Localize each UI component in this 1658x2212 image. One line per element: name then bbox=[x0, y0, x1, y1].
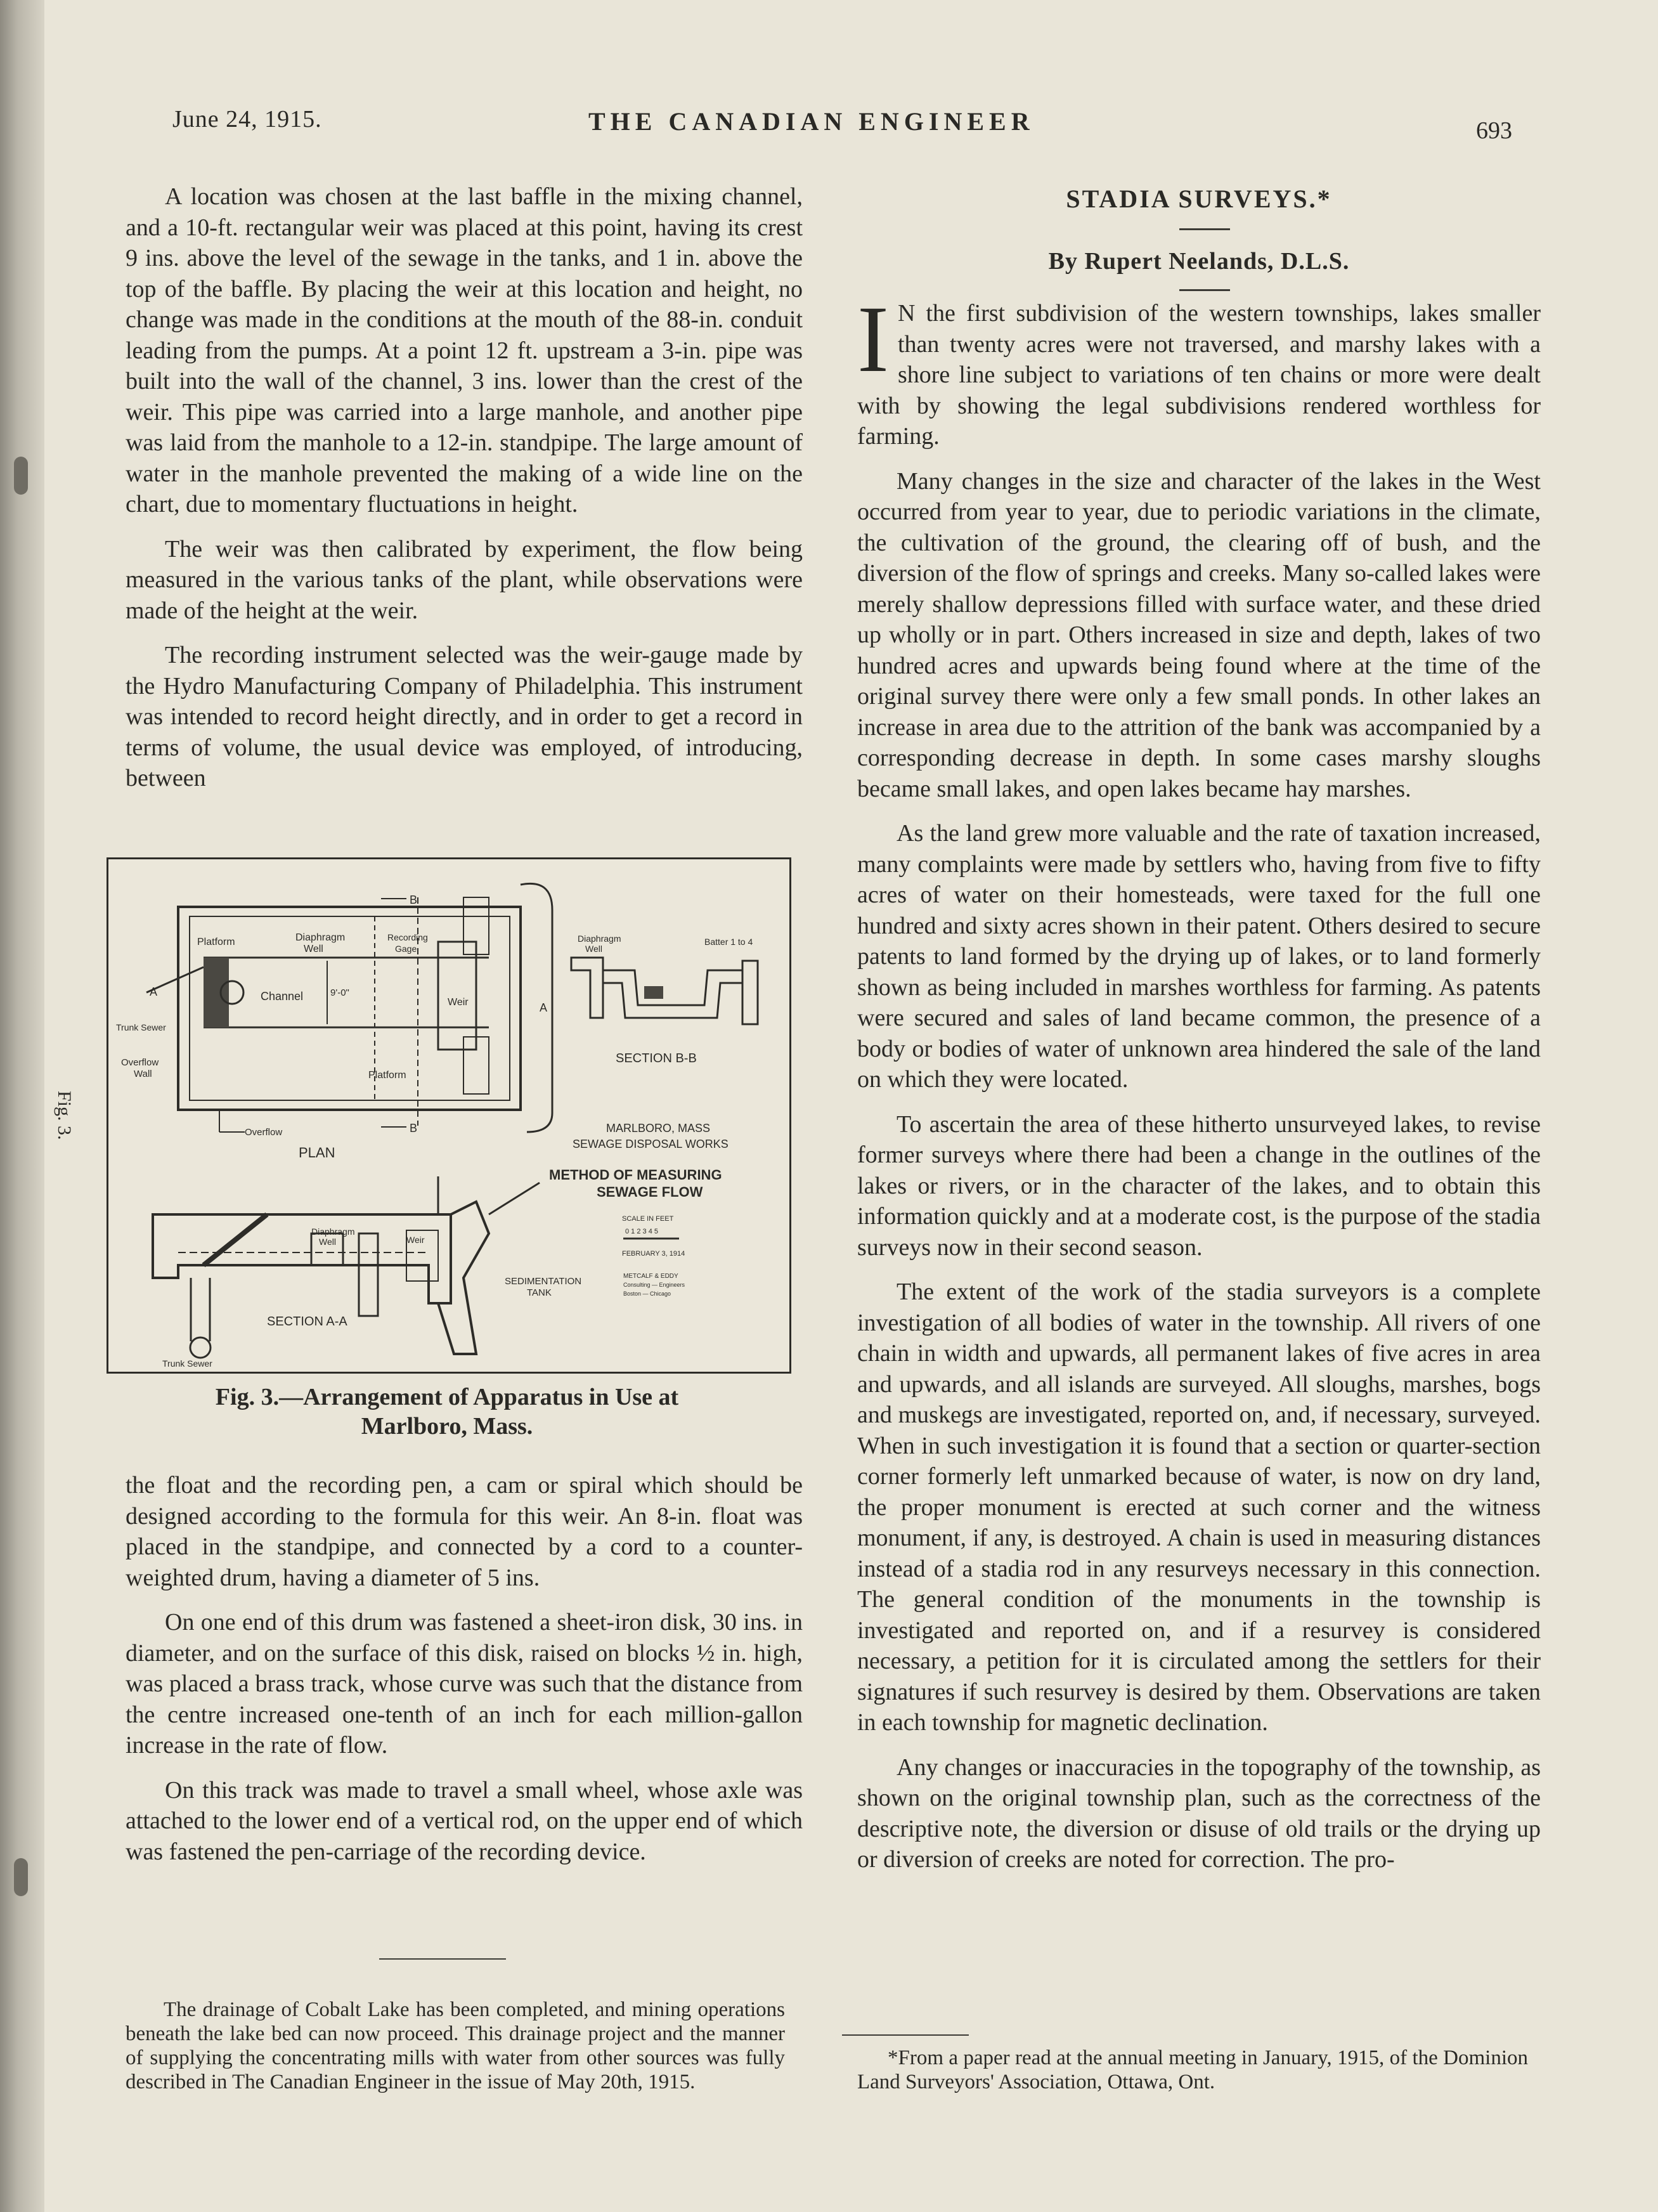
label-well-aa: Well bbox=[319, 1237, 336, 1247]
label-section-bb: SECTION B-B bbox=[616, 1051, 697, 1065]
cobalt-note: The drainage of Cobalt Lake has been completed, and mining operations beneath the lake bed can now proceed. This drainage project and the manner of supplying the concentrating mills with water from other sources was fully described in The Canadian Engineer in the issue of May 20th, 1915. bbox=[126, 1998, 785, 2093]
label-location1: MARLBORO, MASS bbox=[606, 1122, 711, 1135]
label-firm2: Consulting — Engineers bbox=[623, 1282, 685, 1288]
article-byline: By Rupert Neelands, D.L.S. bbox=[1048, 248, 1350, 275]
label-weir-aa: Weir bbox=[406, 1235, 425, 1245]
label-wall: Wall bbox=[134, 1069, 152, 1079]
label-b-bottom: B bbox=[410, 1122, 418, 1135]
label-a-right: A bbox=[540, 1001, 548, 1014]
first-paragraph bbox=[857, 287, 1541, 452]
label-tank: TANK bbox=[527, 1287, 552, 1298]
paragraph: A location was chosen at the last baffle in the mixing channel, and a 10-ft. rectangular weir was placed at this point, having its crest 9 ins. above the level of the sewage in the tanks, and 1 in. above the top of the baffle. By placing the weir at this location and height, no change was made in the conditions at the mouth of the 88-in. conduit leading from the pumps. At a point 12 ft. upstream a 3-in. pipe was built into the wall of the channel, 3 ins. lower than the crest of the weir. This pipe was carried into a large manhole, and another pipe was laid from the manhole to a 12-in. standpipe. The large amount of water in the manhole prevented the making of a wide line on the chart, due to momentary fluctuations in height. bbox=[126, 183, 803, 517]
label-diaphragm-aa: Diaphragm bbox=[311, 1226, 355, 1237]
label-firm3: Boston — Chicago bbox=[623, 1291, 671, 1297]
byline-rule bbox=[1179, 289, 1230, 291]
section-divider bbox=[379, 1958, 506, 1960]
journal-title: THE CANADIAN ENGINEER bbox=[588, 107, 1035, 136]
label-method2: SEWAGE FLOW bbox=[597, 1184, 703, 1200]
binding-ring bbox=[14, 1858, 28, 1896]
plan-view bbox=[116, 883, 552, 1161]
article-body bbox=[857, 287, 1541, 1889]
label-batter: Batter 1 to 4 bbox=[704, 937, 753, 947]
label-dim-9ft: 9'-0" bbox=[330, 987, 349, 998]
label-plan: PLAN bbox=[299, 1145, 335, 1161]
label-b-top: B bbox=[410, 894, 418, 906]
label-date: FEBRUARY 3, 1914 bbox=[622, 1250, 685, 1258]
section-bb bbox=[571, 934, 758, 1065]
paragraph: Many changes in the size and character of the lakes in the West occurred from year to year, due to periodic variations in the climate, the cultivation of the ground, the clearing off of bush, and the diversion of the flow of springs and creeks. Many so-called lakes were merely shallow depressions filled with surface water, and these dried up wholly or in part. Others increased in size and depth, lakes of two hundred acres and upwards being found where at the time of the original survey there were only a few small ponds. In other lakes an increase in area due to the attrition of the bank was accompanied by a corresponding decrease in depth. In some cases marshy sloughs became small lakes, and open lakes became hay marshes. bbox=[857, 467, 1541, 802]
title-rule bbox=[1179, 228, 1230, 230]
label-scale: SCALE IN FEET bbox=[622, 1215, 674, 1223]
label-well-bb: Well bbox=[585, 944, 602, 954]
section-aa bbox=[153, 1176, 581, 1369]
label-weir: Weir bbox=[448, 997, 469, 1008]
title-block bbox=[549, 1122, 729, 1297]
paragraph: The recording instrument selected was the weir-gauge made by the Hydro Manufacturing Company of Philadelphia. This instrument was intended to record height directly, and in order to get a record in terms of volume, the usual device was employed, of introducing, between bbox=[126, 642, 803, 791]
paragraph: the float and the recording pen, a cam or spiral which should be designed according to the formula for this weir. An 8-in. float was placed in the standpipe, and connected by a cord to a counter-weighted drum, having a diameter of 5 ins. bbox=[126, 1472, 803, 1591]
label-section-aa: SECTION A-A bbox=[267, 1315, 347, 1329]
figure-svg bbox=[108, 859, 789, 1372]
drop-cap: I bbox=[857, 287, 889, 392]
label-a-left: A bbox=[150, 986, 158, 998]
paragraph: On one end of this drum was fastened a sheet-iron disk, 30 ins. in diameter, and on the surface of this disk, raised on blocks ½ in. high, was placed a brass track, whose curve was such that the distance from the centre increased one-tenth of an inch for each million-gallon increase in the rate of flow. bbox=[126, 1609, 803, 1759]
first-paragraph-text: N the first subdivision of the western townships, lakes smaller than twenty acres were not traversed, and marshy lakes with a shore line subject to variations of ten chains or more were dealt with by showing the legal subdivisions rendered worthless for farming. bbox=[857, 300, 1541, 450]
figure-diagram bbox=[107, 857, 791, 1374]
label-platform-bottom: Platform bbox=[368, 1070, 406, 1081]
paragraph: Any changes or inaccuracies in the topography of the township, as shown on the original township plan, such as the correctness of the descriptive note, the diversion or disuse of old trails or the drying up or diversion of creeks are noted for correction. The pro- bbox=[857, 1753, 1541, 1873]
label-diaphragm: Diaphragm bbox=[295, 932, 346, 943]
page-number: 693 bbox=[1476, 117, 1512, 144]
footnote: *From a paper read at the annual meeting in January, 1915, of the Dominion Land Surveyors' Association, Ottawa, Ont. bbox=[857, 2046, 1528, 2093]
header-date: June 24, 1915. bbox=[172, 106, 322, 133]
label-trunk-sewer-aa: Trunk Sewer bbox=[162, 1358, 212, 1369]
label-sedimentation: SEDIMENTATION bbox=[505, 1276, 582, 1287]
label-channel: Channel bbox=[261, 990, 304, 1003]
paragraph: The weir was then calibrated by experiment, the flow being measured in the various tanks of the plant, while observations were made of the height at the weir. bbox=[126, 535, 803, 624]
label-well: Well bbox=[304, 944, 323, 954]
label-platform-top: Platform bbox=[197, 937, 235, 947]
label-overflow-wall: Overflow bbox=[121, 1057, 159, 1068]
paragraph: As the land grew more valuable and the rate of taxation increased, many complaints were made by settlers who, having from five to fifty acres of water on their homesteads, were taxed for the full one hundred and sixty acres shown in their patent. Others desired to secure patents to land formed by the drying up of lakes, or to land formerly shown as being included in marshes worthless for farming. As patents were secured and sales of land became common, the presence of a body or bodies of water of unknown area hindered the sale of the land on which they were located. bbox=[857, 820, 1541, 1093]
label-overflow: Overflow bbox=[245, 1127, 283, 1138]
binding-ring bbox=[14, 457, 28, 495]
left-column-bottom bbox=[126, 1470, 803, 1881]
paragraph: To ascertain the area of these hitherto unsurveyed lakes, to revise former surveys where there had been a change in the outlines of the lakes or rivers, or in the character of the lakes, and to obtain this information quickly and at a moderate cost, is the purpose of the stadia surveys now in their second season. bbox=[857, 1110, 1541, 1261]
label-scale-nums: 0 1 2 3 4 5 bbox=[625, 1228, 658, 1235]
label-method1: METHOD OF MEASURING bbox=[549, 1167, 722, 1183]
article-title: STADIA SURVEYS.* bbox=[1066, 185, 1332, 213]
figure-caption bbox=[107, 1382, 787, 1441]
label-trunk-sewer-plan: Trunk Sewer bbox=[116, 1022, 166, 1032]
figure-caption-line: Marlboro, Mass. bbox=[361, 1413, 533, 1440]
figure-side-label: Fig. 3. bbox=[54, 1091, 75, 1140]
left-column-top bbox=[126, 181, 803, 808]
label-gage: Gage bbox=[395, 944, 417, 954]
label-recording: Recording bbox=[387, 932, 428, 942]
paragraph: The extent of the work of the stadia surveyors is a complete investigation of all bodies of water in the township. All rivers of one chain in width and upwards, all permanent lakes of five acres in area and upwards, and all islands are surveyed. All sloughs, marshes, bogs and muskegs are investigated, reported on, and, if necessary, surveyed. When in such investigation it is found that a section or quarter-section corner formerly left unmarked because of water, is now on dry land, the proper monument is erected at such corner and the witness monument, if any, is destroyed. A chain is used in measuring distances instead of a stadia rod in any resurveys necessary in this connection. The general condition of the monuments in the township is investigated and reported on, and if a resurvey is considered necessary, a petition for it is circulated among the settlers for their signatures if such resurvey is desired by them. Observations are taken in each township for magnetic declination. bbox=[857, 1278, 1541, 1736]
paragraph: On this track was made to travel a small wheel, whose axle was attached to the lower end of a vertical rod, on the upper end of which was fastened the pen-carriage of the recording device. bbox=[126, 1776, 803, 1865]
label-location2: SEWAGE DISPOSAL WORKS bbox=[573, 1138, 729, 1150]
footnote-divider bbox=[842, 2034, 969, 2036]
figure-caption-line: Fig. 3.—Arrangement of Apparatus in Use at bbox=[215, 1384, 679, 1410]
label-diaphragm-bb: Diaphragm bbox=[578, 934, 621, 944]
label-firm1: METCALF & EDDY bbox=[623, 1273, 678, 1280]
